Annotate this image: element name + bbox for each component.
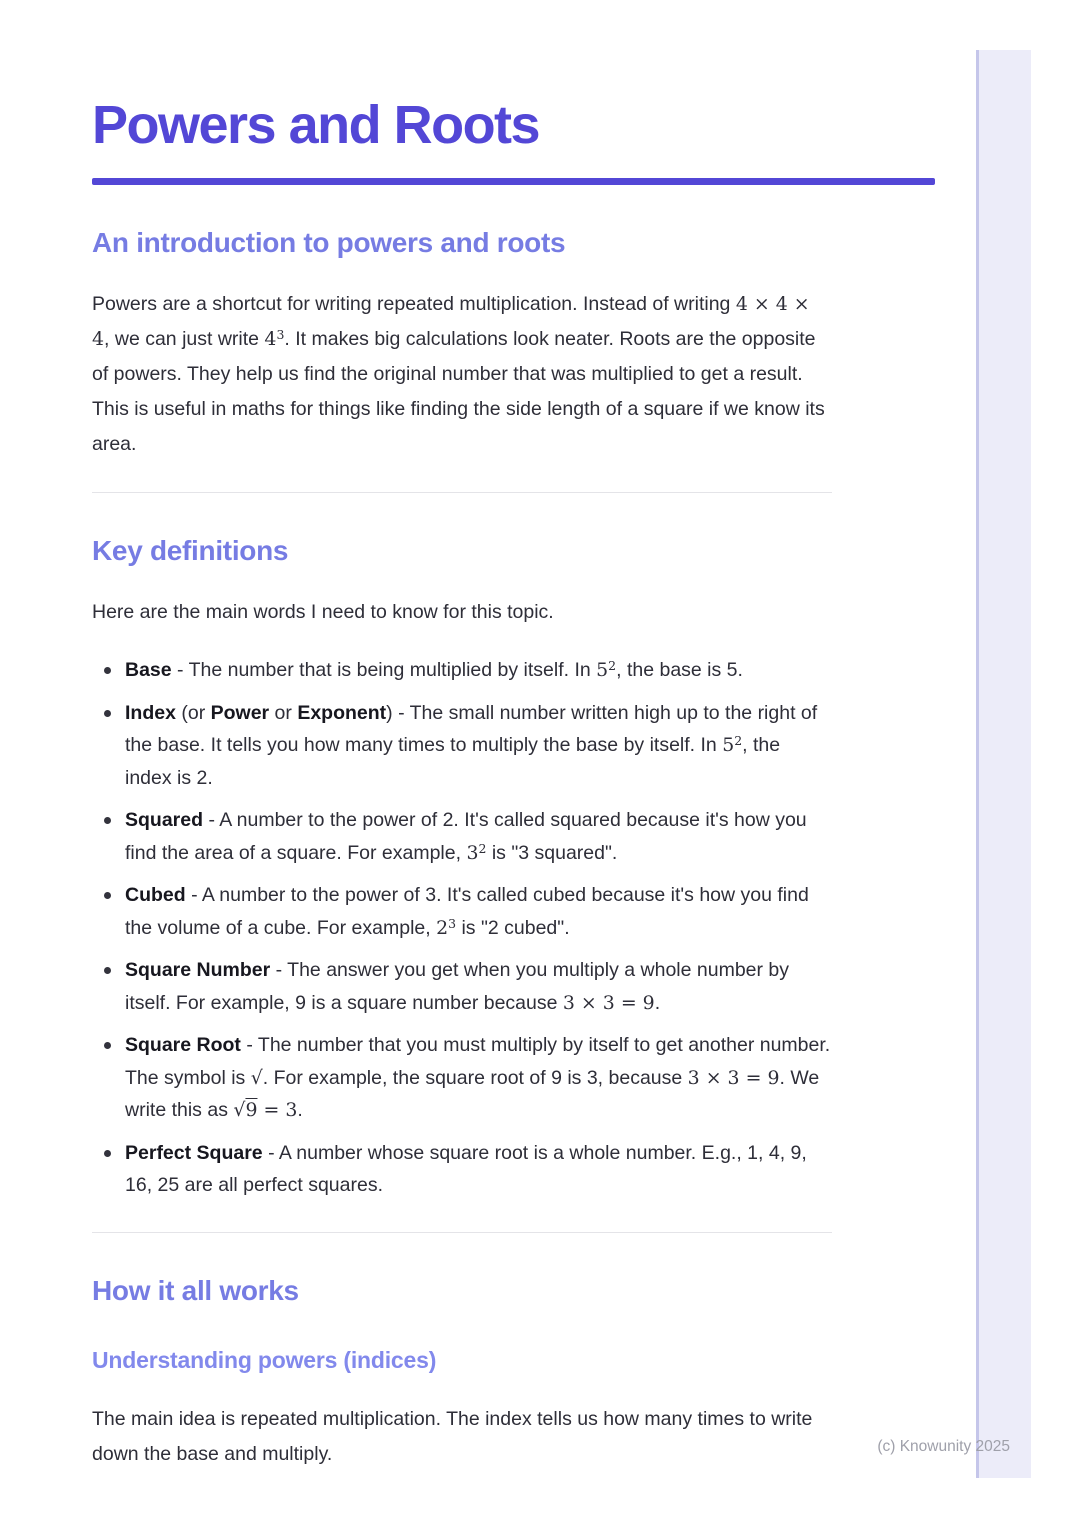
intro-paragraph: Powers are a shortcut for writing repeated multiplication. Instead of writing 4 × 4 × 4, we can just write $4^3$. It makes big calculations look neater. Roots are the opposite of powers. They help us find the original number that was multiplied to get a result. This is useful in maths for things like finding the side length of a square if we know its area.	[92, 293, 825, 456]
list-item: Perfect Square - A number whose square root is a whole number. E.g., 1, 4, 9, 16, 25 are all perfect squares.	[92, 1137, 832, 1202]
section-heading-how: How it all works	[92, 1274, 299, 1306]
list-item: Base - The number that is being multiplied by itself. In $5^2$, the base is 5.	[92, 654, 832, 687]
list-item: Index (or Power or Exponent) - The small number written high up to the right of the base. It tells you how many times to multiply the base by itself. In $5^2$, the index is 2.	[92, 697, 832, 795]
side-stripe	[976, 50, 1031, 1478]
definitions-lead: Here are the main words I need to know for this topic.	[92, 601, 554, 624]
section-heading-intro: An introduction to powers and roots	[92, 227, 566, 259]
definitions-list	[92, 654, 832, 1202]
page-title: Powers and Roots	[92, 95, 540, 155]
list-item: Squared - A number to the power of 2. It's called squared because it's how you find the area of a square. For example, $3^2$ is "3 squared".	[92, 804, 832, 869]
list-item: Square Number - The answer you get when you multiply a whole number by itself. For example, 9 is a square number because 3 × 3 = 9.	[92, 954, 832, 1019]
subsection-heading-understanding-powers: Understanding powers (indices)	[92, 1346, 437, 1373]
how-paragraph: The main idea is repeated multiplication. The index tells us how many times to write down the base and multiply.	[92, 1407, 813, 1465]
list-item: Cubed - A number to the power of 3. It's called cubed because it's how you find the volume of a cube. For example, $2^3$ is "2 cubed".	[92, 879, 832, 944]
section-divider-2	[92, 1232, 832, 1233]
copyright-note: (c) Knowunity 2025	[877, 1438, 1010, 1455]
content-column	[92, 0, 832, 1472]
list-item: Square Root - The number that you must multiply by itself to get another number. The symbol is √. For example, the square root of 9 is 3, because 3 × 3 = 9. We write this as √9 = 3.	[92, 1029, 832, 1127]
section-divider-1	[92, 492, 832, 493]
title-underline	[92, 178, 935, 185]
section-heading-definitions: Key definitions	[92, 535, 289, 567]
